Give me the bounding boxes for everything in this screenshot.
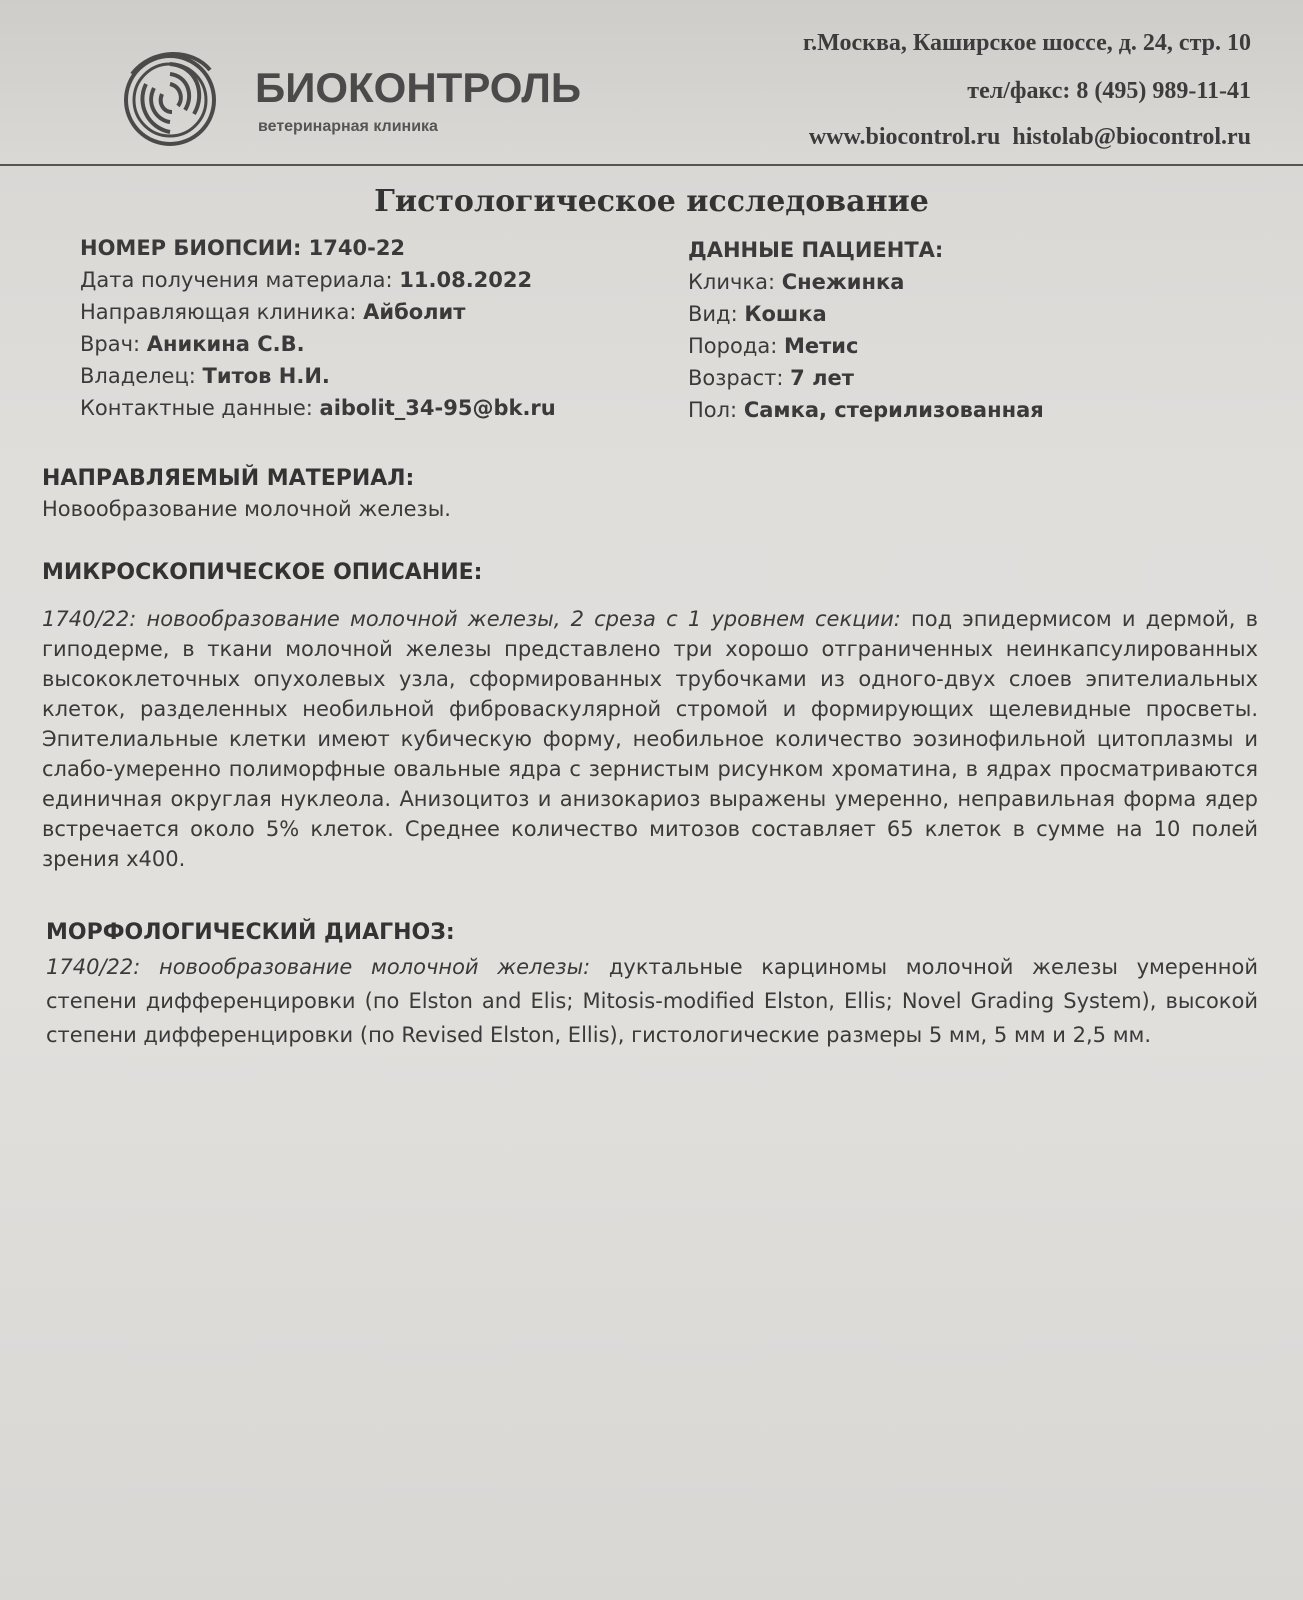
microscopy-text <box>42 604 1258 874</box>
microscopy-body: под эпидермисом и дермой, в гиподерме, в ткани молочной железы представлено три хорошо отграниченных неинкапсулированных высококлеточных опухолевых узла, сформированных трубочками из одного-двух слоев эпителиальных клеток, разделенных необильной фиброваскулярной стромой и формирующих щелевидные просветы. Эпителиальные клетки имеют кубическую форму, необильное количество эозинофильной цитоплазмы и слабо-умеренно полиморфные овальные ядра с зернистым рисунком хроматина, в ядрах просматриваются единичная округлая нуклеола. Анизоцитоз и анизокариоз выражены умеренно, неправильная форма ядер встречается около 5% клеток. Среднее количество митозов составляет 65 клеток в сумме на 10 полей зрения х400. <box>42 607 1258 871</box>
patient-breed-label: Порода: <box>688 334 778 358</box>
diagnosis-text <box>46 950 1258 1052</box>
clinic-web-contacts <box>809 124 1251 151</box>
clinic-address: г.Москва, Каширское шоссе, д. 24, стр. 10 <box>802 30 1251 56</box>
patient-species-label: Вид: <box>688 302 738 326</box>
receipt-date-label: Дата получения материала: <box>80 268 393 292</box>
biopsy-number-value: 1740-22 <box>308 236 406 260</box>
patient-heading: ДАННЫЕ ПАЦИЕНТА: <box>688 238 944 262</box>
patient-info <box>688 234 1044 426</box>
patient-age-value: 7 лет <box>790 366 854 390</box>
patient-breed-value: Метис <box>783 334 859 358</box>
doctor-value: Аникина С.В. <box>146 332 305 356</box>
referring-clinic <box>80 296 556 328</box>
doctor-label: Врач: <box>80 332 141 356</box>
patient-age-label: Возраст: <box>688 366 784 390</box>
patient-species <box>688 298 1044 330</box>
patient-breed <box>688 330 1044 362</box>
doctor <box>80 328 556 360</box>
contacts-label: Контактные данные: <box>80 396 313 420</box>
patient-sex <box>688 394 1044 426</box>
patient-name-label: Кличка: <box>688 270 776 294</box>
biopsy-number <box>80 232 556 264</box>
contacts <box>80 392 556 424</box>
owner-value: Титов Н.И. <box>202 364 330 388</box>
referring-clinic-label: Направляющая клиника: <box>80 300 357 324</box>
patient-sex-value: Самка, стерилизованная <box>743 398 1044 422</box>
referring-clinic-value: Айболит <box>363 300 466 324</box>
microscopy-lead: 1740/22: новообразование молочной железы, 2 среза с 1 уровнем секции: <box>42 607 901 631</box>
clinic-phone: тел/факс: 8 (495) 989-11-41 <box>967 78 1251 104</box>
letterhead <box>0 0 1303 165</box>
contacts-value: aibolit_34-95@bk.ru <box>319 396 556 420</box>
patient-species-value: Кошка <box>744 302 827 326</box>
biopsy-info <box>80 232 556 424</box>
owner-label: Владелец: <box>80 364 196 388</box>
receipt-date-value: 11.08.2022 <box>399 268 533 292</box>
diagnosis-lead: 1740/22: новообразование молочной железы: <box>46 955 591 979</box>
biopsy-number-label: НОМЕР БИОПСИИ: <box>80 236 302 260</box>
clinic-email: histolab@biocontrol.ru <box>1012 124 1251 150</box>
clinic-brand-name: БИОКОНТРОЛЬ <box>255 64 582 111</box>
owner <box>80 360 556 392</box>
patient-name <box>688 266 1044 298</box>
clinic-website: www.biocontrol.ru <box>808 124 1001 150</box>
patient-age <box>688 362 1044 394</box>
header-divider <box>0 164 1303 166</box>
document-title: Гистологическое исследование <box>374 184 929 219</box>
diagnosis-body: дуктальные карциномы молочной железы умеренной степени дифференцировки (по Elston and Elis; Mitosis-modified Elston, Ellis; Novel Grading System), высокой степени дифференцировки (по Revised Elston, Ellis), гистологические размеры 5 мм, 5 мм и 2,5 мм. <box>46 955 1258 1047</box>
patient-name-value: Снежинка <box>781 270 905 294</box>
patient-sex-label: Пол: <box>688 398 738 422</box>
diagnosis-heading: МОРФОЛОГИЧЕСКИЙ ДИАГНОЗ: <box>46 920 455 945</box>
clinic-tagline: ветеринарная клиника <box>258 118 438 135</box>
material-text: Новообразование молочной железы. <box>42 497 451 521</box>
receipt-date <box>80 264 556 296</box>
microscopy-heading: МИКРОСКОПИЧЕСКОЕ ОПИСАНИЕ: <box>42 560 483 585</box>
clinic-logo-icon <box>122 44 222 152</box>
material-heading: НАПРАВЛЯЕМЫЙ МАТЕРИАЛ: <box>42 466 415 491</box>
